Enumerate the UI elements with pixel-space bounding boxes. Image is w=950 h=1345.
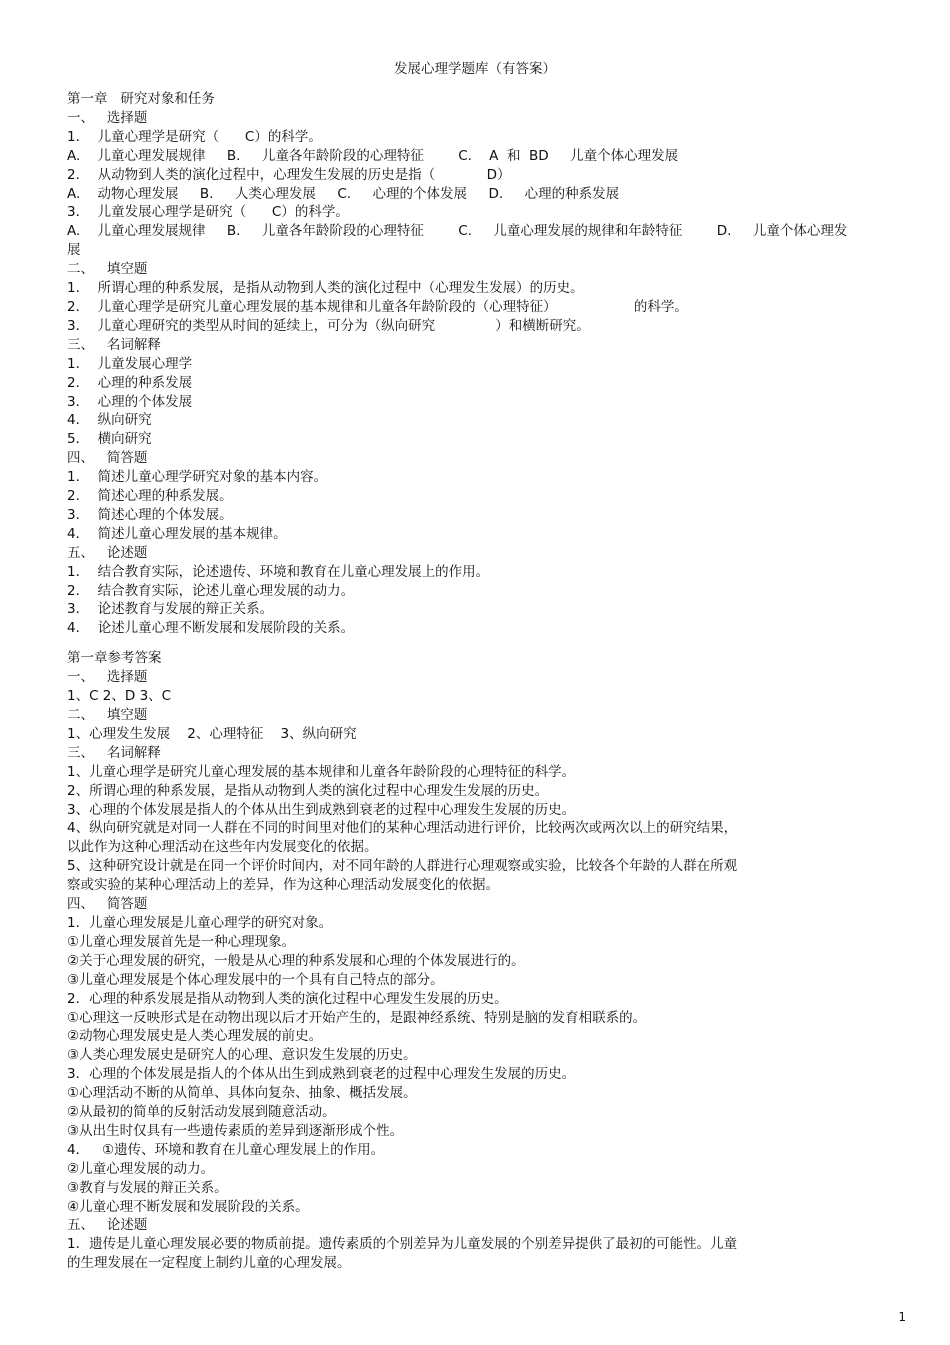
- text-line: 2． 从动物到人类的演化过程中，心理发生发展的历史是指（ D）: [67, 166, 511, 183]
- text-line: 1．儿童心理发展是儿童心理学的研究对象。: [67, 914, 333, 931]
- text-line: 4． 论述儿童心理不断发展和发展阶段的关系。: [67, 620, 355, 637]
- text-line: 一、 选择题: [67, 109, 148, 126]
- text-line: 1． 简述儿童心理学研究对象的基本内容。: [67, 469, 328, 486]
- text-line: 5、这种研究设计就是在同一个评价时间内，对不同年龄的人群进行心理观察或实验，比较各个年龄的人群在所观: [67, 858, 738, 875]
- text-line: 1． 所谓心理的种系发展，是指从动物到人类的演化过程中（心理发生发展）的历史。: [67, 280, 584, 297]
- text-line: 1．遗传是儿童心理发展必要的物质前提。遗传素质的个别差异为儿童发展的个别差异提供了最初的可能性。儿童: [67, 1236, 738, 1253]
- text-line: 四、 简答题: [67, 450, 148, 467]
- text-line: ②从最初的简单的反射活动发展到随意活动。: [67, 1104, 336, 1121]
- text-line: 2、所谓心理的种系发展，是指从动物到人类的演化过程中心理发生发展的历史。: [67, 782, 549, 799]
- text-line: ④儿童心理不断发展和发展阶段的关系。: [67, 1198, 309, 1215]
- blank-line: [67, 638, 897, 649]
- text-line: 1． 结合教育实际，论述遗传、环境和教育在儿童心理发展上的作用。: [67, 563, 490, 580]
- text-line: 2．心理的种系发展是指从动物到人类的演化过程中心理发生发展的历史。: [67, 990, 508, 1007]
- text-line: 3． 论述教育与发展的辩正关系。: [67, 601, 274, 618]
- text-line: 三、 名词解释: [67, 336, 161, 353]
- text-line: A. 动物心理发展 B. 人类心理发展 C. 心理的个体发展 D. 心理的种系发展: [67, 185, 620, 202]
- page-number: 1: [898, 1310, 906, 1324]
- page-title: 发展心理学题库（有答案）: [394, 61, 556, 77]
- text-line: 二、 填空题: [67, 261, 148, 278]
- text-line: 1、C 2、D 3、C: [67, 688, 172, 705]
- text-line: 3． 心理的个体发展: [67, 393, 193, 410]
- text-line: 展: [67, 242, 81, 259]
- text-line: 3、心理的个体发展是指人的个体从出生到成熟到衰老的过程中心理发生发展的历史。: [67, 801, 576, 818]
- text-line: 4、纵向研究就是对同一人群在不同的时间里对他们的某种心理活动进行评价，比较两次或两次以上的研究结果，: [67, 820, 738, 837]
- text-line: 察或实验的某种心理活动上的差异，作为这种心理活动发展变化的依据。: [67, 877, 499, 894]
- document-body: [67, 90, 897, 1273]
- text-line: A. 儿童心理发展规律 B. 儿童各年龄阶段的心理特征 C. A 和 BD 儿童个体心理发展: [67, 147, 679, 164]
- text-line: 2． 心理的种系发展: [67, 374, 193, 391]
- text-line: 第一章参考答案: [67, 650, 162, 667]
- text-line: ③教育与发展的辩正关系。: [67, 1179, 228, 1196]
- text-line: 五、 论述题: [67, 1217, 148, 1234]
- text-line: 的生理发展在一定程度上制约儿童的心理发展。: [67, 1255, 351, 1272]
- text-line: ③从出生时仅具有一些遗传素质的差异到逐渐形成个性。: [67, 1122, 404, 1139]
- text-line: 3． 简述心理的个体发展。: [67, 506, 233, 523]
- text-line: ①儿童心理发展首先是一种心理现象。: [67, 933, 296, 950]
- text-line: 1、儿童心理学是研究儿童心理发展的基本规律和儿童各年龄阶段的心理特征的科学。: [67, 763, 576, 780]
- text-line: 第一章 研究对象和任务: [67, 91, 215, 107]
- text-line: 1． 儿童心理学是研究（ C）的科学。: [67, 128, 322, 145]
- text-line: 2． 儿童心理学是研究儿童心理发展的基本规律和儿童各年龄阶段的（心理特征） 的科学。: [67, 298, 688, 315]
- text-line: 5． 横向研究: [67, 431, 152, 448]
- text-line: 三、 名词解释: [67, 744, 161, 761]
- text-line: ②儿童心理发展的动力。: [67, 1160, 215, 1177]
- text-line: 4． 纵向研究: [67, 412, 152, 429]
- text-line: ①心理活动不断的从简单、具体向复杂、抽象、概括发展。: [67, 1085, 417, 1102]
- text-line: 二、 填空题: [67, 707, 148, 723]
- text-line: ②关于心理发展的研究，一般是从心理的种系发展和心理的个体发展进行的。: [67, 952, 525, 969]
- text-line: 3． 儿童心理研究的类型从时间的延续上，可分为（纵向研究 ）和横断研究。: [67, 317, 590, 334]
- text-line: 2． 简述心理的种系发展。: [67, 488, 233, 505]
- text-line: ③人类心理发展史是研究人的心理、意识发生发展的历史。: [67, 1047, 417, 1064]
- text-line: 4． 简述儿童心理发展的基本规律。: [67, 525, 287, 542]
- text-line: A. 儿童心理发展规律 B. 儿童各年龄阶段的心理特征 C. 儿童心理发展的规律和年龄特征 D. 儿童个体心理发: [67, 223, 848, 240]
- text-line: ①心理这一反映形式是在动物出现以后才开始产生的，是跟神经系统、特别是脑的发育相联系的。: [67, 1009, 647, 1026]
- text-line: 4． ①遗传、环境和教育在儿童心理发展上的作用。: [67, 1141, 385, 1158]
- text-line: 以此作为这种心理活动在这些年内发展变化的依据。: [67, 839, 378, 856]
- text-line: 1、心理发生发展 2、心理特征 3、纵向研究: [67, 725, 357, 742]
- text-line: 2． 结合教育实际，论述儿童心理发展的动力。: [67, 582, 355, 599]
- text-line: ②动物心理发展史是人类心理发展的前史。: [67, 1028, 323, 1045]
- text-line: 一、 选择题: [67, 669, 148, 686]
- text-line: 3． 儿童发展心理学是研究（ C）的科学。: [67, 204, 349, 221]
- text-line: 五、 论述题: [67, 544, 148, 561]
- text-line: 四、 简答题: [67, 896, 148, 913]
- text-line: 1． 儿童发展心理学: [67, 355, 193, 372]
- text-line: ③儿童心理发展是个体心理发展中的一个具有自己特点的部分。: [67, 971, 444, 988]
- text-line: 3．心理的个体发展是指人的个体从出生到成熟到衰老的过程中心理发生发展的历史。: [67, 1066, 576, 1083]
